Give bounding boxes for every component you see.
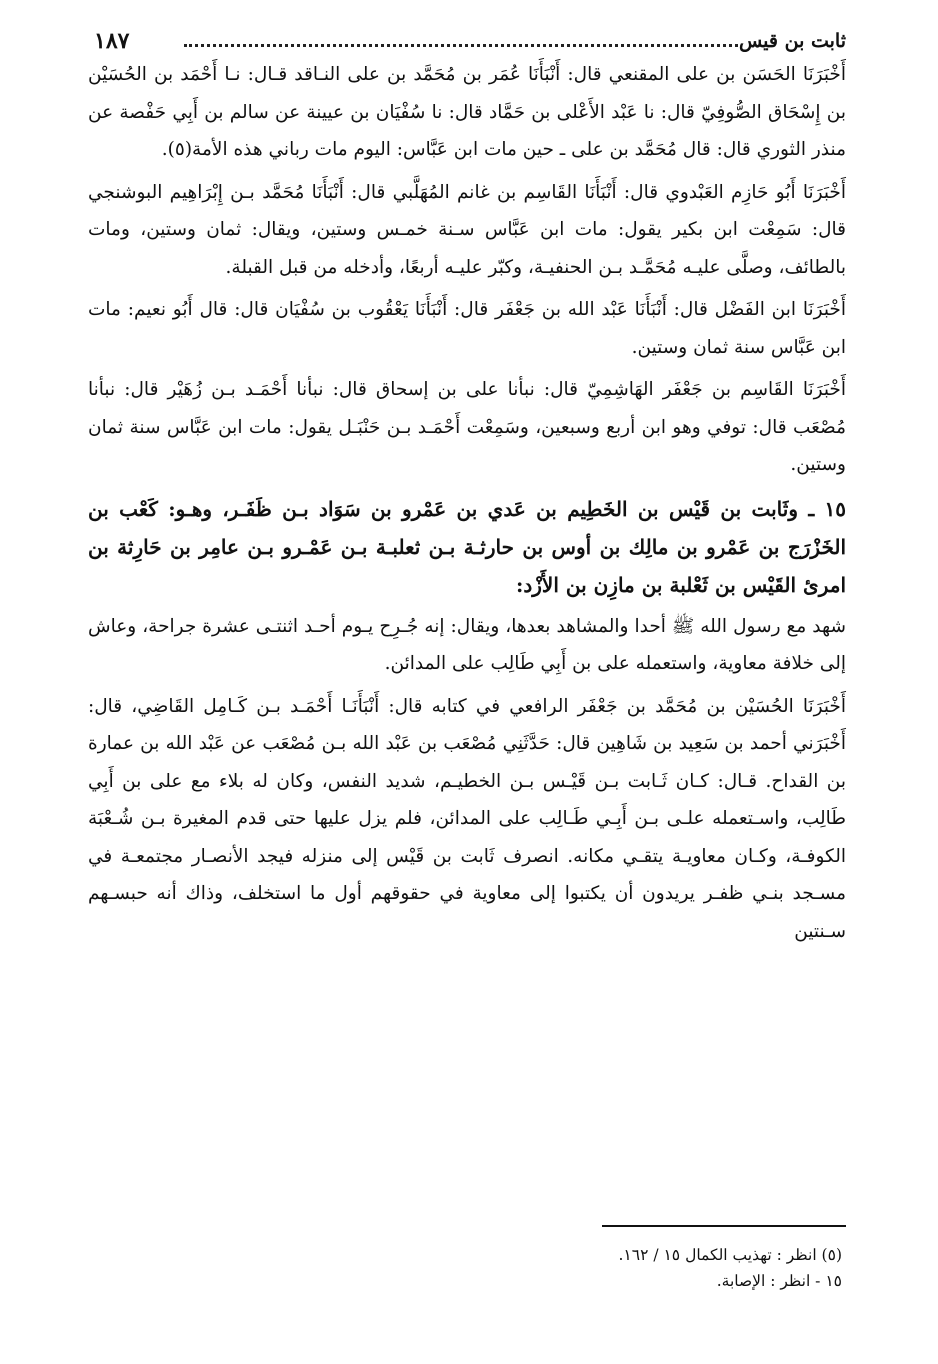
footnote-2: ١٥ - انظر : الإصابة. [716, 1272, 842, 1290]
section-paragraph-1: شهد مع رسول الله ﷺ أحدا والمشاهد بعدها، ويقال: إنه جُـرِح يـوم أحـد اثنتـى عشرة جراحة، وعاش إلى خلافة معاوية، واستعمله على بن أَبِي طَالِب على المدائن. [88, 615, 846, 674]
footnotes [242, 1242, 842, 1294]
paragraph-4: أَخْبَرَنَا القَاسِم بن جَعْفَر الهَاشِمِيّ قال: نبأنا على بن إسحاق قال: نبأنا أَحْمَـد بـن زُهَيْر قال: نبأنا مُصْعَب قال: توفي وهو ابن أربع وسبعين، وسَمِعْت أَحْمَـد بـن حَنْبَـل يقول: مات ابن عَبَّاس سنة ثمان وستين. [88, 379, 846, 475]
document-page [88, 24, 846, 950]
paragraph-1: أَخْبَرَنَا الحَسَن بن على المقنعي قال: أَنْبَأَنَا عُمَر بن مُحَمَّد بن على النـاقد قـال: نـا أَحْمَد بن الحُسَيْن بن إِسْحَاق الصُّوفِيّ قال: نا عَبْد الأَعْلى بن حَمَّاد قال: نا سُفْيَان بن عيينة عن سالم بن أَبِي حَفْصة عن منذر الثوري قال: قال مُحَمَّد بن على ـ حين مات ابن عَبَّاس: اليوم مات رباني هذه الأمة(٥). [88, 64, 846, 160]
paragraph-3: أَخْبَرَنَا ابن الفَضْل قال: أَنْبَأَنَا عَبْد الله بن جَعْفَر قال: أَنْبَأَنَا يَعْقُوب بن سُفْيَان قال: قال أَبُو نعيم: مات ابن عَبَّاس سنة ثمان وستين. [88, 299, 847, 358]
section-paragraph-2: أَخْبَرَنَا الحُسَيْن بن مُحَمَّد بن جَعْفَر الرافعي في كتابه قال: أَنْبَأَنَـا أَحْمَـد بـن كَـامِل القَاضِي، قال: أَخْبَرَني أحمد بن سَعِيد بن شَاهِين قال: حَدَّثَنِي مُصْعَب بن عَبْد الله بـن مُصْعَب عن عَبْد الله بن عمارة بن القداح. قـال: كـان ثَـابت بـن قَيْـس بـن الخطيـم، شديد النفس، وكان له بلاء مع على بن أَبِي طَالِب، واسـتعمله علـى بـن أَبِـي طَـالِب على المدائن، فلم يزل عليها حتى قدم المغيرة بـن شُـعْبَة الكوفـة، وكـان معاويـة يتقـي مكانه. انصرف ثَابت بن قَيْس إلى منزله فيجد الأنصـار مجتمعـة في مسـجد بنـي ظفـر يريدون أن يكتبوا إلى معاوية في حقوقهم أول ما استخلف، وذاك أنه حبسـهم سـنتين [88, 695, 846, 942]
page-number: ١٨٧ [94, 28, 130, 54]
header-leader-dots [184, 44, 738, 47]
footnote-1: (٥) انظر : تهذيب الكمال ١٥ / ١٦٢. [618, 1246, 842, 1264]
header-title: ثابت بن قيس [738, 30, 846, 52]
paragraph-2: أَخْبَرَنَا أَبُو حَازِم العَبْدوي قال: أَنْبَأَنَا القَاسِم بن غانم المُهَلَّبي قال: أَنْبَأَنَا مُحَمَّد بـن إِبْرَاهِيم البوشنجي قال: سَمِعْت ابن بكير يقول: مات ابن عَبَّاس سـنة خمـس وستين، ويقال: ثمان وستين، ومات بالطائف، وصلَّى عليـه مُحَمَّـد بـن الحنفيـة، وكبّر عليـه أربعًا، وأدخله من قبل القبلة. [88, 181, 846, 278]
section-heading: ١٥ ـ وثَابت بن قَيْس بن الخَطِيم بن عَدي بن عَمْرو بن سَوَاد بـن ظَفَـر، وهـو: كَعْب بن الخَزْرَج بن عَمْرو بن مالِك بن أوس بن حارثـة بـن ثعلبـة بـن عَمْـرو بـن عامِر بن حَارِثة بن امرئ القَيْس بن ثَعْلبة بن مازِن بن الأَزْد: [88, 496, 846, 597]
running-header [88, 24, 846, 56]
footnote-separator [602, 1225, 846, 1227]
